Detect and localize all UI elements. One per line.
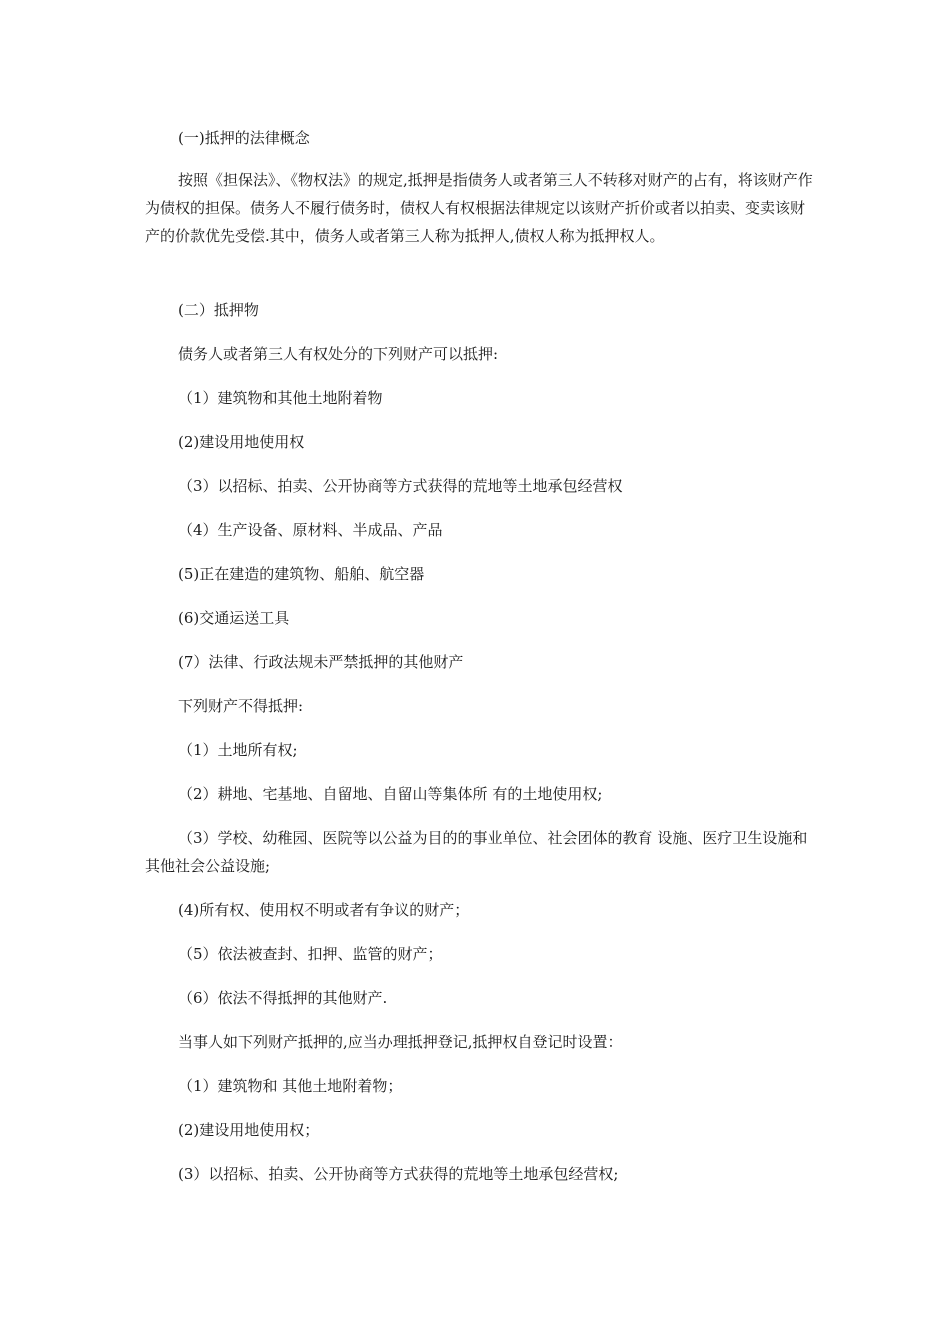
registration-intro: 当事人如下列财产抵押的,应当办理抵押登记,抵押权自登记时设置：: [178, 1033, 623, 1051]
heading-mortgage-concept: (一)抵押的法律概念: [178, 129, 310, 147]
list-item: （3）学校、幼稚园、医院等以公益为目的的事业单位、社会团体的教育 设施、医疗卫生设施和其他社会公益设施;: [145, 829, 808, 875]
list-item: （3）以招标、拍卖、公开协商等方式获得的荒地等土地承包经营权: [178, 477, 623, 495]
intro-paragraph: 按照《担保法》、《物权法》的规定,抵押是指债务人或者第三人不转移对财产的占有，将该财产作为债权的担保。债务人不履行债务时，债权人有权根据法律规定以该财产折价或者以拍卖、变卖该财产的价款优先受偿.其中，债务人或者第三人称为抵押人,债权人称为抵押权人。: [145, 171, 813, 245]
forbidden-intro: 下列财产不得抵押:: [178, 697, 304, 715]
list-item: (6)交通运送工具: [178, 609, 290, 627]
list-item: （1）建筑物和其他土地附着物: [178, 389, 383, 407]
list-item: （1）建筑物和 其他土地附着物；: [178, 1077, 403, 1095]
list-item: （1）土地所有权;: [178, 741, 298, 759]
list-item: （2）耕地、宅基地、自留地、自留山等集体所 有的土地使用权;: [178, 785, 603, 803]
list-item: (4)所有权、使用权不明或者有争议的财产；: [178, 901, 470, 919]
list-item: (2)建设用地使用权: [178, 433, 305, 451]
list-item: (2)建设用地使用权；: [178, 1121, 320, 1139]
list-item: （6）依法不得抵押的其他财产.: [178, 989, 388, 1007]
list-item: (5)正在建造的建筑物、船舶、航空器: [178, 565, 425, 583]
list-item: (7）法律、行政法规未严禁抵押的其他财产: [178, 653, 464, 671]
list-item: （5）依法被查封、扣押、监管的财产；: [178, 945, 443, 963]
allowed-intro: 债务人或者第三人有权处分的下列财产可以抵押:: [178, 345, 499, 363]
heading-collateral: (二）抵押物: [178, 301, 259, 319]
list-item: （4）生产设备、原材料、半成品、产品: [178, 521, 443, 539]
list-item: (3）以招标、拍卖、公开协商等方式获得的荒地等土地承包经营权;: [178, 1165, 619, 1183]
